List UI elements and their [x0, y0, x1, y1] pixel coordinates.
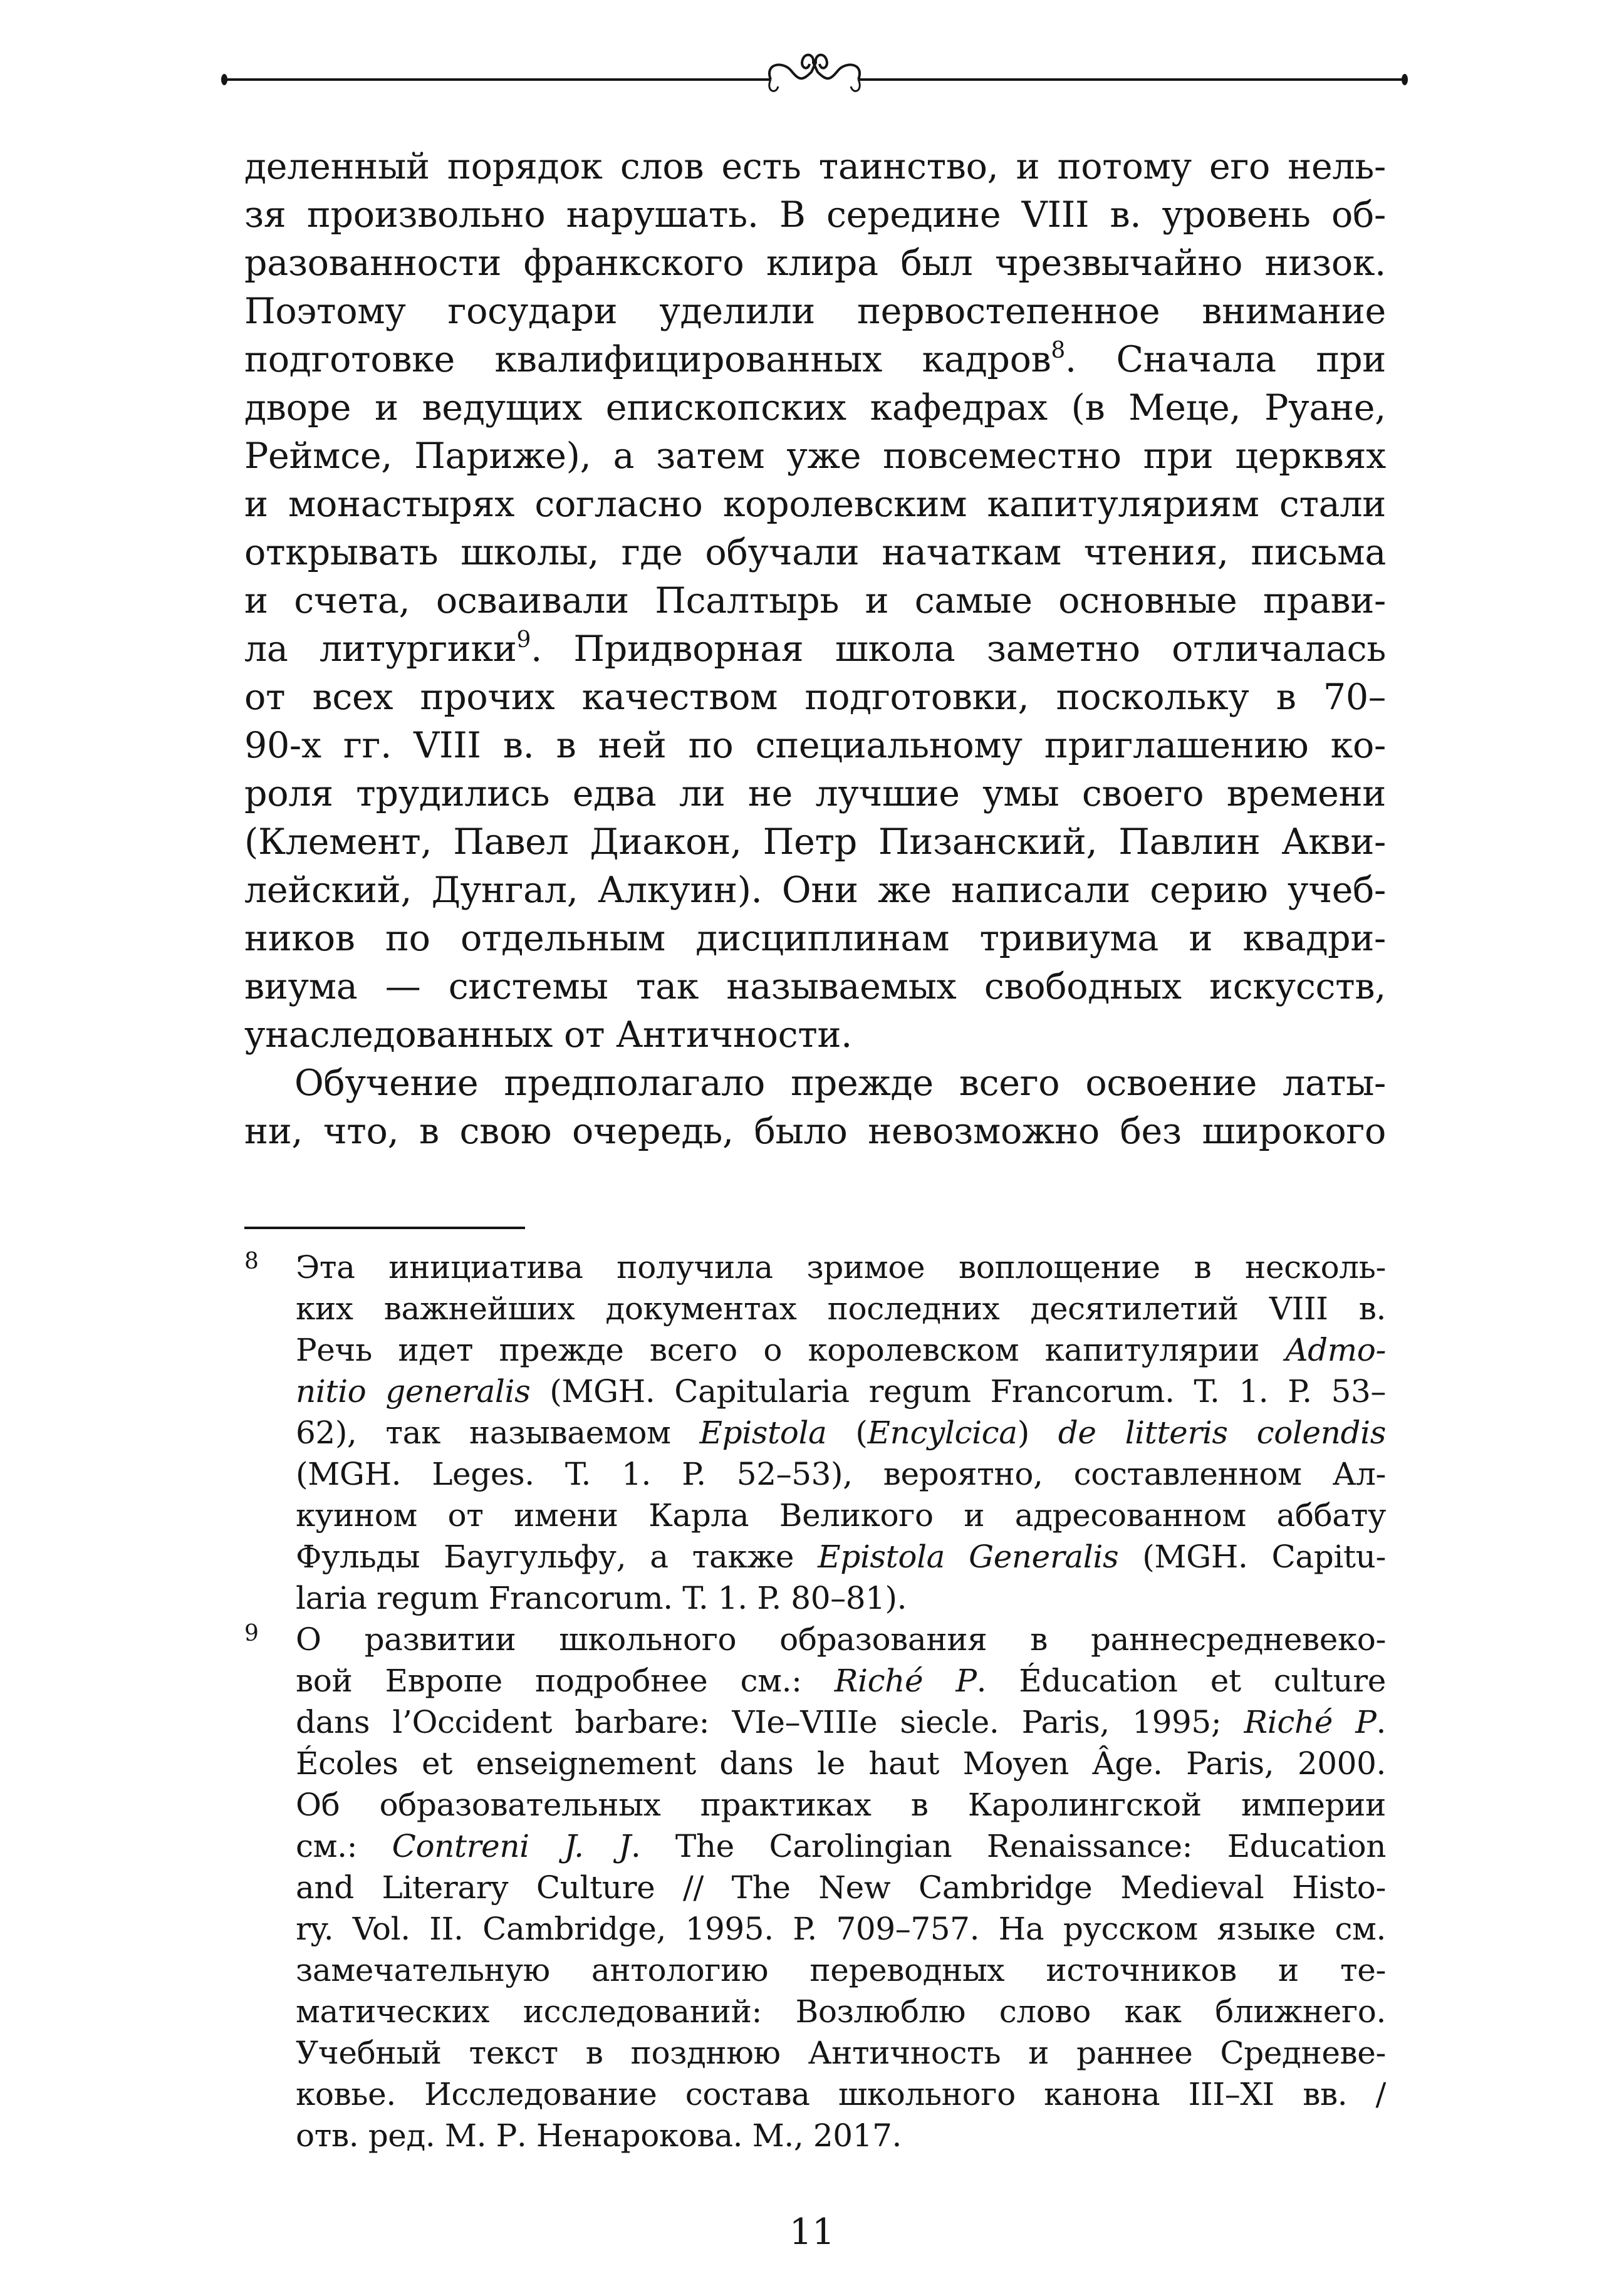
body-text: дворе и ведущих епископских кафедрах (в Меце, Руане,: [244, 387, 1386, 429]
body-line: [244, 915, 1386, 963]
footnote-line: [296, 1908, 1386, 1950]
footnote-line: [296, 1950, 1386, 1991]
body-line: [244, 673, 1386, 722]
footnote-text: (MGH. Leges. T. 1. P. 52–53), вероятно, составленном Ал-: [296, 1456, 1386, 1492]
footnote-line: [296, 1619, 1386, 1660]
footnote-text: Учебный текст в позднюю Античность и раннее Средневе-: [296, 2035, 1386, 2071]
footnote-number: 9: [244, 1621, 259, 1646]
body-line: [244, 963, 1386, 1011]
footnote-text: Эта инициатива получила зримое воплощение в несколь-: [296, 1249, 1386, 1286]
body-text: деленный порядок слов есть таинство, и потому его нель-: [244, 146, 1386, 187]
footnote-line: [296, 1371, 1386, 1412]
footnote-line: [296, 1288, 1386, 1329]
footnote-italic-text: Encylcica: [867, 1415, 1018, 1451]
footnote-line: [296, 1991, 1386, 2032]
footnote-line: [296, 1577, 1386, 1619]
footnote-italic-text: Epistola: [699, 1415, 827, 1451]
footnote-italic-text: Admo-: [1285, 1332, 1386, 1368]
body-line: [244, 239, 1386, 288]
body-text: подготовке квалифицированных кадров: [244, 339, 1051, 380]
footnote-line: [296, 1329, 1386, 1371]
footnote-text: замечательную антологию переводных источников и те-: [296, 1952, 1386, 1988]
footnote-italic-text: Riché P: [834, 1663, 977, 1699]
body-text: . Придворная школа заметно отличалась: [531, 628, 1386, 670]
body-text: 90-х гг. VIII в. в ней по специальному приглашению ко-: [244, 725, 1386, 766]
body-line: [244, 288, 1386, 336]
footnote-text: матических исследований: Возлюблю слово как ближнего.: [296, 1993, 1386, 2030]
body-line: [244, 770, 1386, 818]
body-text: открывать школы, где обучали начаткам чтения, письма: [244, 532, 1386, 573]
body-line: [244, 625, 1386, 673]
body-text: унаследованных от Античности.: [244, 1014, 852, 1056]
body-text: виума — системы так называемых свободных искусств,: [244, 966, 1386, 1007]
footnote-text: Écoles et enseignement dans le haut Moyen Âge. Paris, 2000.: [296, 1745, 1386, 1782]
footnote-separator: [244, 1227, 525, 1229]
body-line: [294, 1059, 1386, 1108]
footnote-text: 62), так называемом: [296, 1415, 700, 1451]
footnote-ref: 9: [516, 627, 531, 653]
footnote-text: ковье. Исследование состава школьного канона III–XI вв. /: [296, 2076, 1386, 2112]
body-text: роля трудились едва ли не лучшие умы своего времени: [244, 773, 1386, 814]
footnote-text: Фульды Баугульфу, а также: [296, 1539, 818, 1575]
footnote-text: (MGH. Capitularia regum Francorum. T. 1. P. 53–: [530, 1373, 1387, 1410]
footnote-text: (MGH. Capitu-: [1118, 1539, 1386, 1575]
body-text: зя произвольно нарушать. В середине VIII в. уровень об-: [244, 194, 1386, 236]
body-text: ников по отдельным дисциплинам тривиума и квадри-: [244, 918, 1386, 959]
footnote-italic-text: Epistola Generalis: [818, 1539, 1119, 1575]
body-line: [244, 722, 1386, 770]
footnote-text: . Éducation et culture: [976, 1663, 1386, 1699]
footnote-line: [296, 1660, 1386, 1701]
footnote-line: [296, 1701, 1386, 1743]
body-line: [244, 1011, 1386, 1059]
footnote-italic-text: nitio generalis: [296, 1373, 531, 1410]
body-line: [244, 480, 1386, 529]
body-line: [244, 384, 1386, 432]
footnote-text: laria regum Francorum. T. 1. P. 80–81).: [296, 1580, 907, 1616]
footnote-text: (: [826, 1415, 868, 1451]
body-line: [244, 1108, 1386, 1156]
footnote-text: О развитии школьного образования в раннесредневеко-: [296, 1621, 1386, 1658]
footnote-line: [296, 2032, 1386, 2074]
body-line: [244, 818, 1386, 866]
footnote-number: 8: [244, 1249, 259, 1274]
footnote-text: and Literary Culture // The New Cambridge Medieval Histo-: [296, 1869, 1386, 1906]
footnote-text: ): [1017, 1415, 1058, 1451]
body-text: Реймсе, Париже), а затем уже повсеместно при церквях: [244, 435, 1386, 477]
footnote-line: [296, 1867, 1386, 1908]
footnote-text: см.:: [296, 1828, 392, 1864]
body-text: Обучение предполагало прежде всего освоение латы-: [294, 1062, 1386, 1104]
footnote-line: [296, 1247, 1386, 1288]
footnote-ref: 8: [1051, 338, 1065, 363]
footnote-line: [296, 1412, 1386, 1453]
body-text: . Сначала при: [1064, 339, 1386, 380]
footnote-text: отв. ред. М. Р. Ненарокова. М., 2017.: [296, 2117, 902, 2154]
footnote-text: dans l’Occident barbare: VIe–VIIIe siecle. Paris, 1995;: [296, 1704, 1244, 1740]
footnote-italic-text: Riché P: [1244, 1704, 1377, 1740]
body-line: [244, 143, 1386, 191]
body-text: ни, что, в свою очередь, было невозможно без широкого: [244, 1111, 1386, 1152]
footnote-italic-text: Contreni J. J: [392, 1828, 631, 1864]
body-line: [244, 529, 1386, 577]
footnote-text: ких важнейших документах последних десятилетий VIII в.: [296, 1291, 1386, 1327]
footnote-line: [296, 1495, 1386, 1536]
body-text: разованности франкского клира был чрезвычайно низок.: [244, 242, 1386, 284]
body-text: и счета, осваивали Псалтырь и самые основные прави-: [244, 580, 1386, 621]
footnote-text: Об образовательных практиках в Каролингской империи: [296, 1787, 1386, 1823]
footnote-line: [296, 1536, 1386, 1577]
footnote-line: [296, 1453, 1386, 1495]
header-ornament-icon: [219, 38, 1410, 94]
body-text: Поэтому государи уделили первостепенное внимание: [244, 291, 1386, 332]
footnote-line: [296, 1826, 1386, 1867]
body-line: [244, 577, 1386, 625]
footnote-text: ry. Vol. II. Cambridge, 1995. P. 709–757. На русском языке см.: [296, 1911, 1386, 1947]
footnote-line: [296, 1784, 1386, 1826]
body-line: [244, 866, 1386, 915]
footnote-text: вой Европе подробнее см.:: [296, 1663, 835, 1699]
body-text: (Клемент, Павел Диакон, Петр Пизанский, Павлин Акви-: [244, 821, 1386, 863]
footnote-text: куином от имени Карла Великого и адресованном аббату: [296, 1497, 1386, 1534]
body-text: и монастырях согласно королевским капитуляриям стали: [244, 484, 1386, 525]
body-text: лейский, Дунгал, Алкуин). Они же написали серию учеб-: [244, 870, 1386, 911]
body-text: ла литургики: [244, 628, 517, 670]
footnote-text: .: [1376, 1704, 1387, 1740]
page-number: 11: [789, 2211, 835, 2253]
footnote-line: [296, 2115, 1386, 2156]
footnote-text: Речь идет прежде всего о королевском капитулярии: [296, 1332, 1286, 1368]
footnote-text: . The Carolingian Renaissance: Education: [630, 1828, 1387, 1864]
body-line: [244, 432, 1386, 480]
footnote-italic-text: de litteris colendis: [1058, 1415, 1386, 1451]
body-text: от всех прочих качеством подготовки, поскольку в 70–: [244, 677, 1386, 718]
footnote-line: [296, 2074, 1386, 2115]
footnote-line: [296, 1743, 1386, 1784]
body-line: [244, 336, 1386, 384]
body-line: [244, 191, 1386, 239]
